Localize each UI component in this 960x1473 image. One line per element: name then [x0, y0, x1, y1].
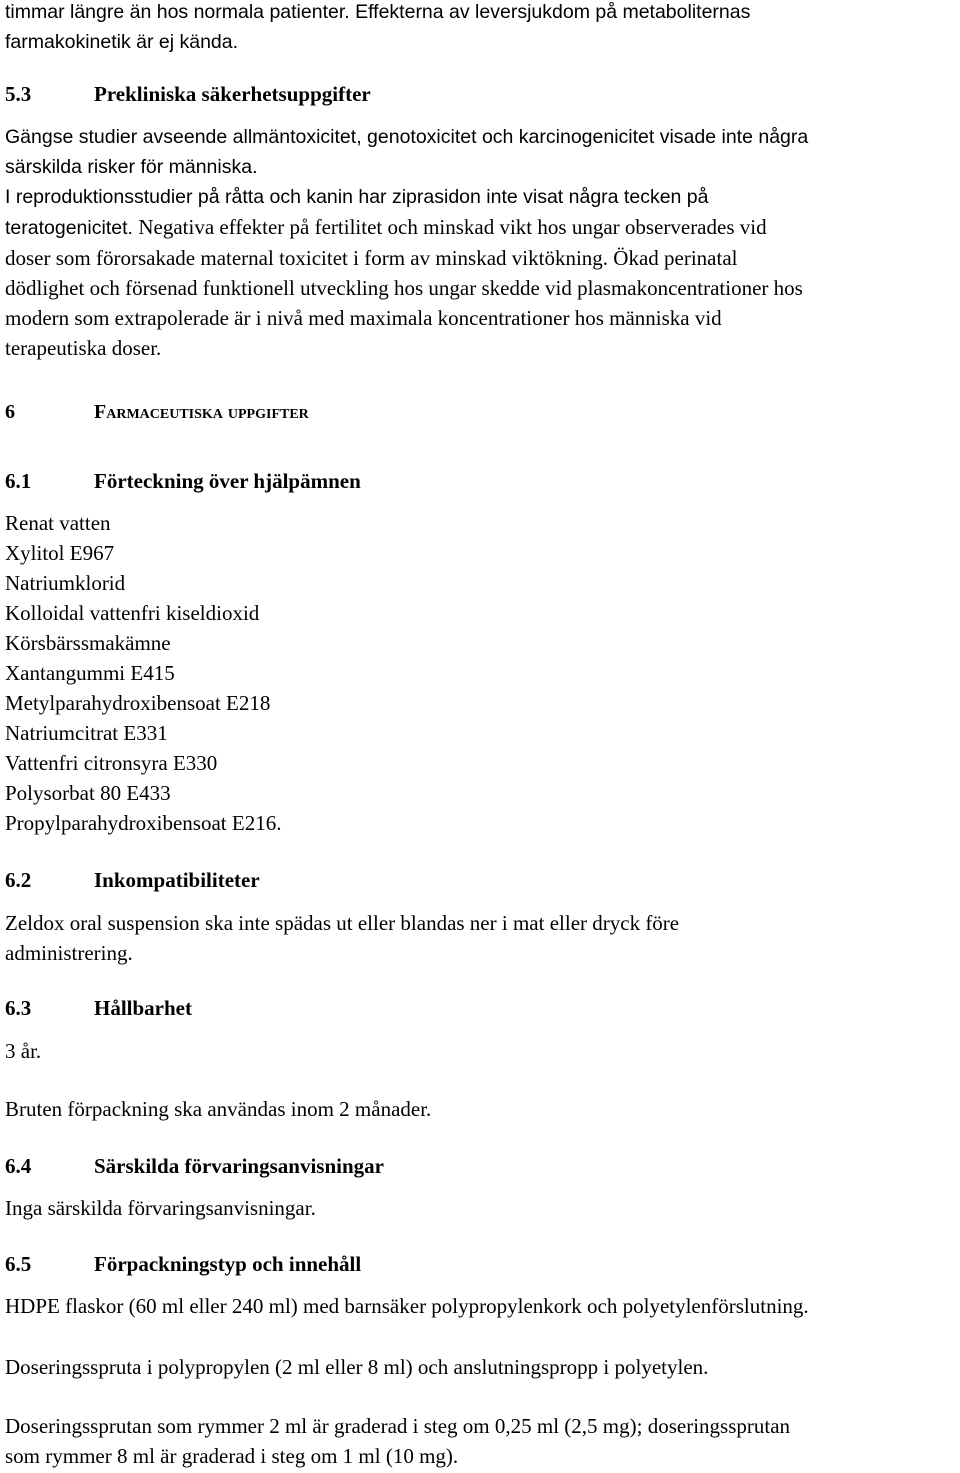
paragraph-line: HDPE flaskor (60 ml eller 240 ml) med barnsäker polypropylenkork och polyetylenförslutning. — [5, 1294, 809, 1318]
section-title: Hållbarhet — [94, 996, 192, 1020]
continuation-line-1: timmar längre än hos normala patienter. Effekterna av leversjukdom på metaboliternas — [5, 1, 751, 23]
text-run: teratogenicitet. — [5, 217, 139, 239]
paragraph-line: terapeutiska doser. — [5, 336, 162, 360]
section-6-5-heading — [5, 1249, 361, 1279]
section-title: Förteckning över hjälpämnen — [94, 469, 361, 493]
text-run: Ökad perinatal — [608, 246, 738, 270]
paragraph-line: Zeldox oral suspension ska inte spädas ut eller blandas ner i mat eller dryck före — [5, 911, 680, 935]
section-6-4-heading — [5, 1151, 384, 1181]
section-6-heading — [5, 397, 309, 427]
section-number: 6.5 — [5, 1252, 32, 1276]
list-item: Renat vatten — [5, 511, 111, 535]
list-item: Xantangummi E415 — [5, 661, 175, 685]
list-item: Natriumcitrat E331 — [5, 721, 168, 745]
paragraph-line: administrering. — [5, 941, 133, 965]
section-title: Förpackningstyp och innehåll — [94, 1252, 362, 1276]
paragraph-line — [5, 243, 808, 273]
section-number: 6.1 — [5, 469, 32, 493]
list-item: Metylparahydroxibensoat E218 — [5, 691, 271, 715]
section-number: 6.2 — [5, 868, 32, 892]
section-number: 5.3 — [5, 82, 32, 106]
paragraph-line: Doseringsspruta i polypropylen (2 ml eller 8 ml) och anslutningspropp i polyetylen. — [5, 1355, 709, 1379]
section-6-3-heading — [5, 993, 192, 1023]
list-item: Propylparahydroxibensoat E216. — [5, 811, 282, 835]
section-number: 6 — [5, 401, 15, 423]
paragraph-line: dödlighet och försenad funktionell utveckling hos ungar skedde vid plasmakoncentrationer hos — [5, 276, 803, 300]
shelf-life-note: Bruten förpackning ska användas inom 2 månader. — [5, 1097, 432, 1121]
section-number: 6.3 — [5, 996, 32, 1020]
list-item: Polysorbat 80 E433 — [5, 781, 171, 805]
shelf-life-value: 3 år. — [5, 1039, 42, 1063]
paragraph-line: I reproduktionsstudier på råtta och kanin har ziprasidon inte visat några tecken på — [5, 186, 709, 208]
storage-text: Inga särskilda förvaringsanvisningar. — [5, 1196, 316, 1220]
section-6-2-body — [5, 908, 679, 968]
section-5-3-heading — [5, 79, 371, 109]
text-run: doser som förorsakade maternal toxicitet i form av minskad viktökning. — [5, 246, 609, 270]
section-6-5-p3 — [5, 1411, 790, 1471]
paragraph-line: särskilda risker för människa. — [5, 156, 258, 178]
paragraph-line: Gängse studier avseende allmäntoxicitet, genotoxicitet och karcinogenicitet visade inte några — [5, 126, 809, 148]
section-title: Farmaceutiska uppgifter — [94, 401, 309, 423]
text-run: Negativa effekter på fertilitet och minskad vikt hos ungar observerades vid — [138, 215, 767, 239]
paragraph-line: som rymmer 8 ml är graderad i steg om 1 ml (10 mg). — [5, 1444, 459, 1468]
section-5-3-body — [5, 122, 808, 363]
section-number: 6.4 — [5, 1154, 32, 1178]
continuation-line-2: farmakokinetik är ej kända. — [5, 31, 239, 53]
list-item: Xylitol E967 — [5, 541, 115, 565]
paragraph-line — [5, 212, 808, 243]
continuation-paragraph — [5, 0, 750, 57]
list-item: Vattenfri citronsyra E330 — [5, 751, 218, 775]
section-6-1-heading — [5, 466, 361, 496]
list-item: Kolloidal vattenfri kiseldioxid — [5, 601, 260, 625]
section-6-2-heading — [5, 865, 260, 895]
list-item: Körsbärssmakämne — [5, 631, 171, 655]
section-title: Prekliniska säkerhetsuppgifter — [94, 82, 371, 106]
section-title: Särskilda förvaringsanvisningar — [94, 1154, 384, 1178]
list-item: Natriumklorid — [5, 571, 126, 595]
excipient-list — [5, 508, 281, 838]
section-title: Inkompatibiliteter — [94, 868, 260, 892]
paragraph-line: Doseringssprutan som rymmer 2 ml är graderad i steg om 0,25 ml (2,5 mg); doseringssprutan — [5, 1414, 791, 1438]
paragraph-line: modern som extrapolerade är i nivå med maximala koncentrationer hos människa vid — [5, 306, 722, 330]
